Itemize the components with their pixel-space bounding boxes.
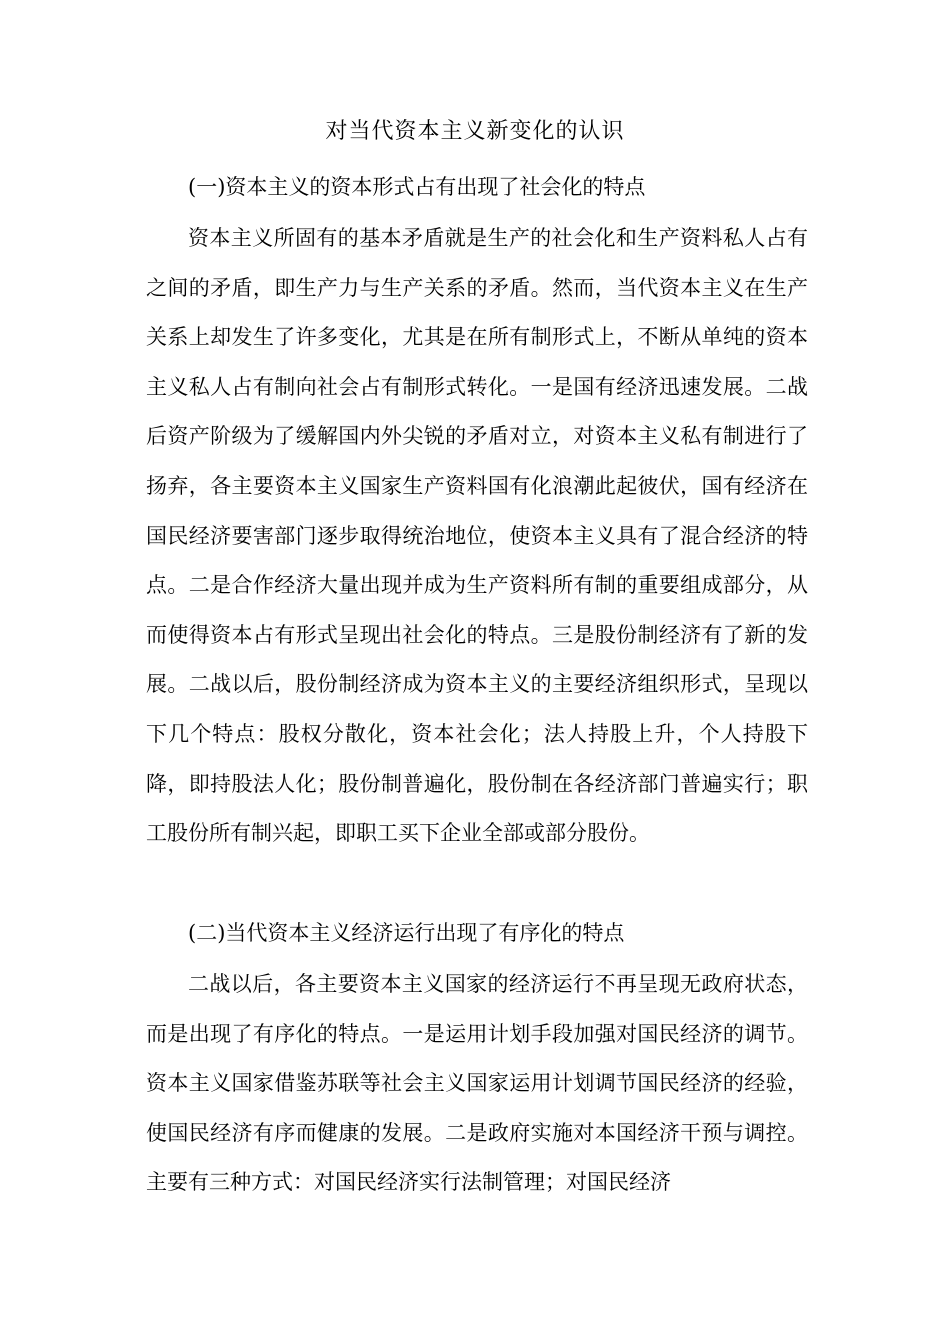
section-heading-1: (一)资本主义的资本形式占有出现了社会化的特点 bbox=[188, 175, 646, 199]
section-heading-2: (二)当代资本主义经济运行出现了有序化的特点 bbox=[188, 921, 625, 945]
section-paragraph-1: 资本主义所固有的基本矛盾就是生产的社会化和生产资料私人占有之间的矛盾，即生产力与生产关系的矛盾。然而，当代资本主义在生产关系上却发生了许多变化，尤其是在所有制形式上，不断从单纯的资本主义私人占有制向社会占有制形式转化。一是国有经济迅速发展。二战后资产阶级为了缓解国内外尖锐的矛盾对立，对资本主义私有制进行了扬弃，各主要资本主义国家生产资料国有化浪潮此起彼伏，国有经济在国民经济要害部门逐步取得统治地位，使资本主义具有了混合经济的特点。二是合作经济大量出现并成为生产资料所有制的重要组成部分，从而使得资本占有形式呈现出社会化的特点。三是股份制经济有了新的发展。二战以后，股份制经济成为资本主义的主要经济组织形式，呈现以下几个特点：股权分散化，资本社会化；法人持股上升，个人持股下降，即持股法人化；股份制普遍化，股份制在各经济部门普遍实行；职工股份所有制兴起，即职工买下企业全部或部分股份。 bbox=[146, 226, 808, 846]
section-paragraph-2: 二战以后，各主要资本主义国家的经济运行不再呈现无政府状态，而是出现了有序化的特点。一是运用计划手段加强对国民经济的调节。资本主义国家借鉴苏联等社会主义国家运用计划调节国民经济的经验，使国民经济有序而健康的发展。二是政府实施对本国经济干预与调控。主要有三种方式：对国民经济实行法制管理；对国民经济 bbox=[146, 972, 808, 1195]
document-title: 对当代资本主义新变化的认识 bbox=[325, 119, 625, 144]
